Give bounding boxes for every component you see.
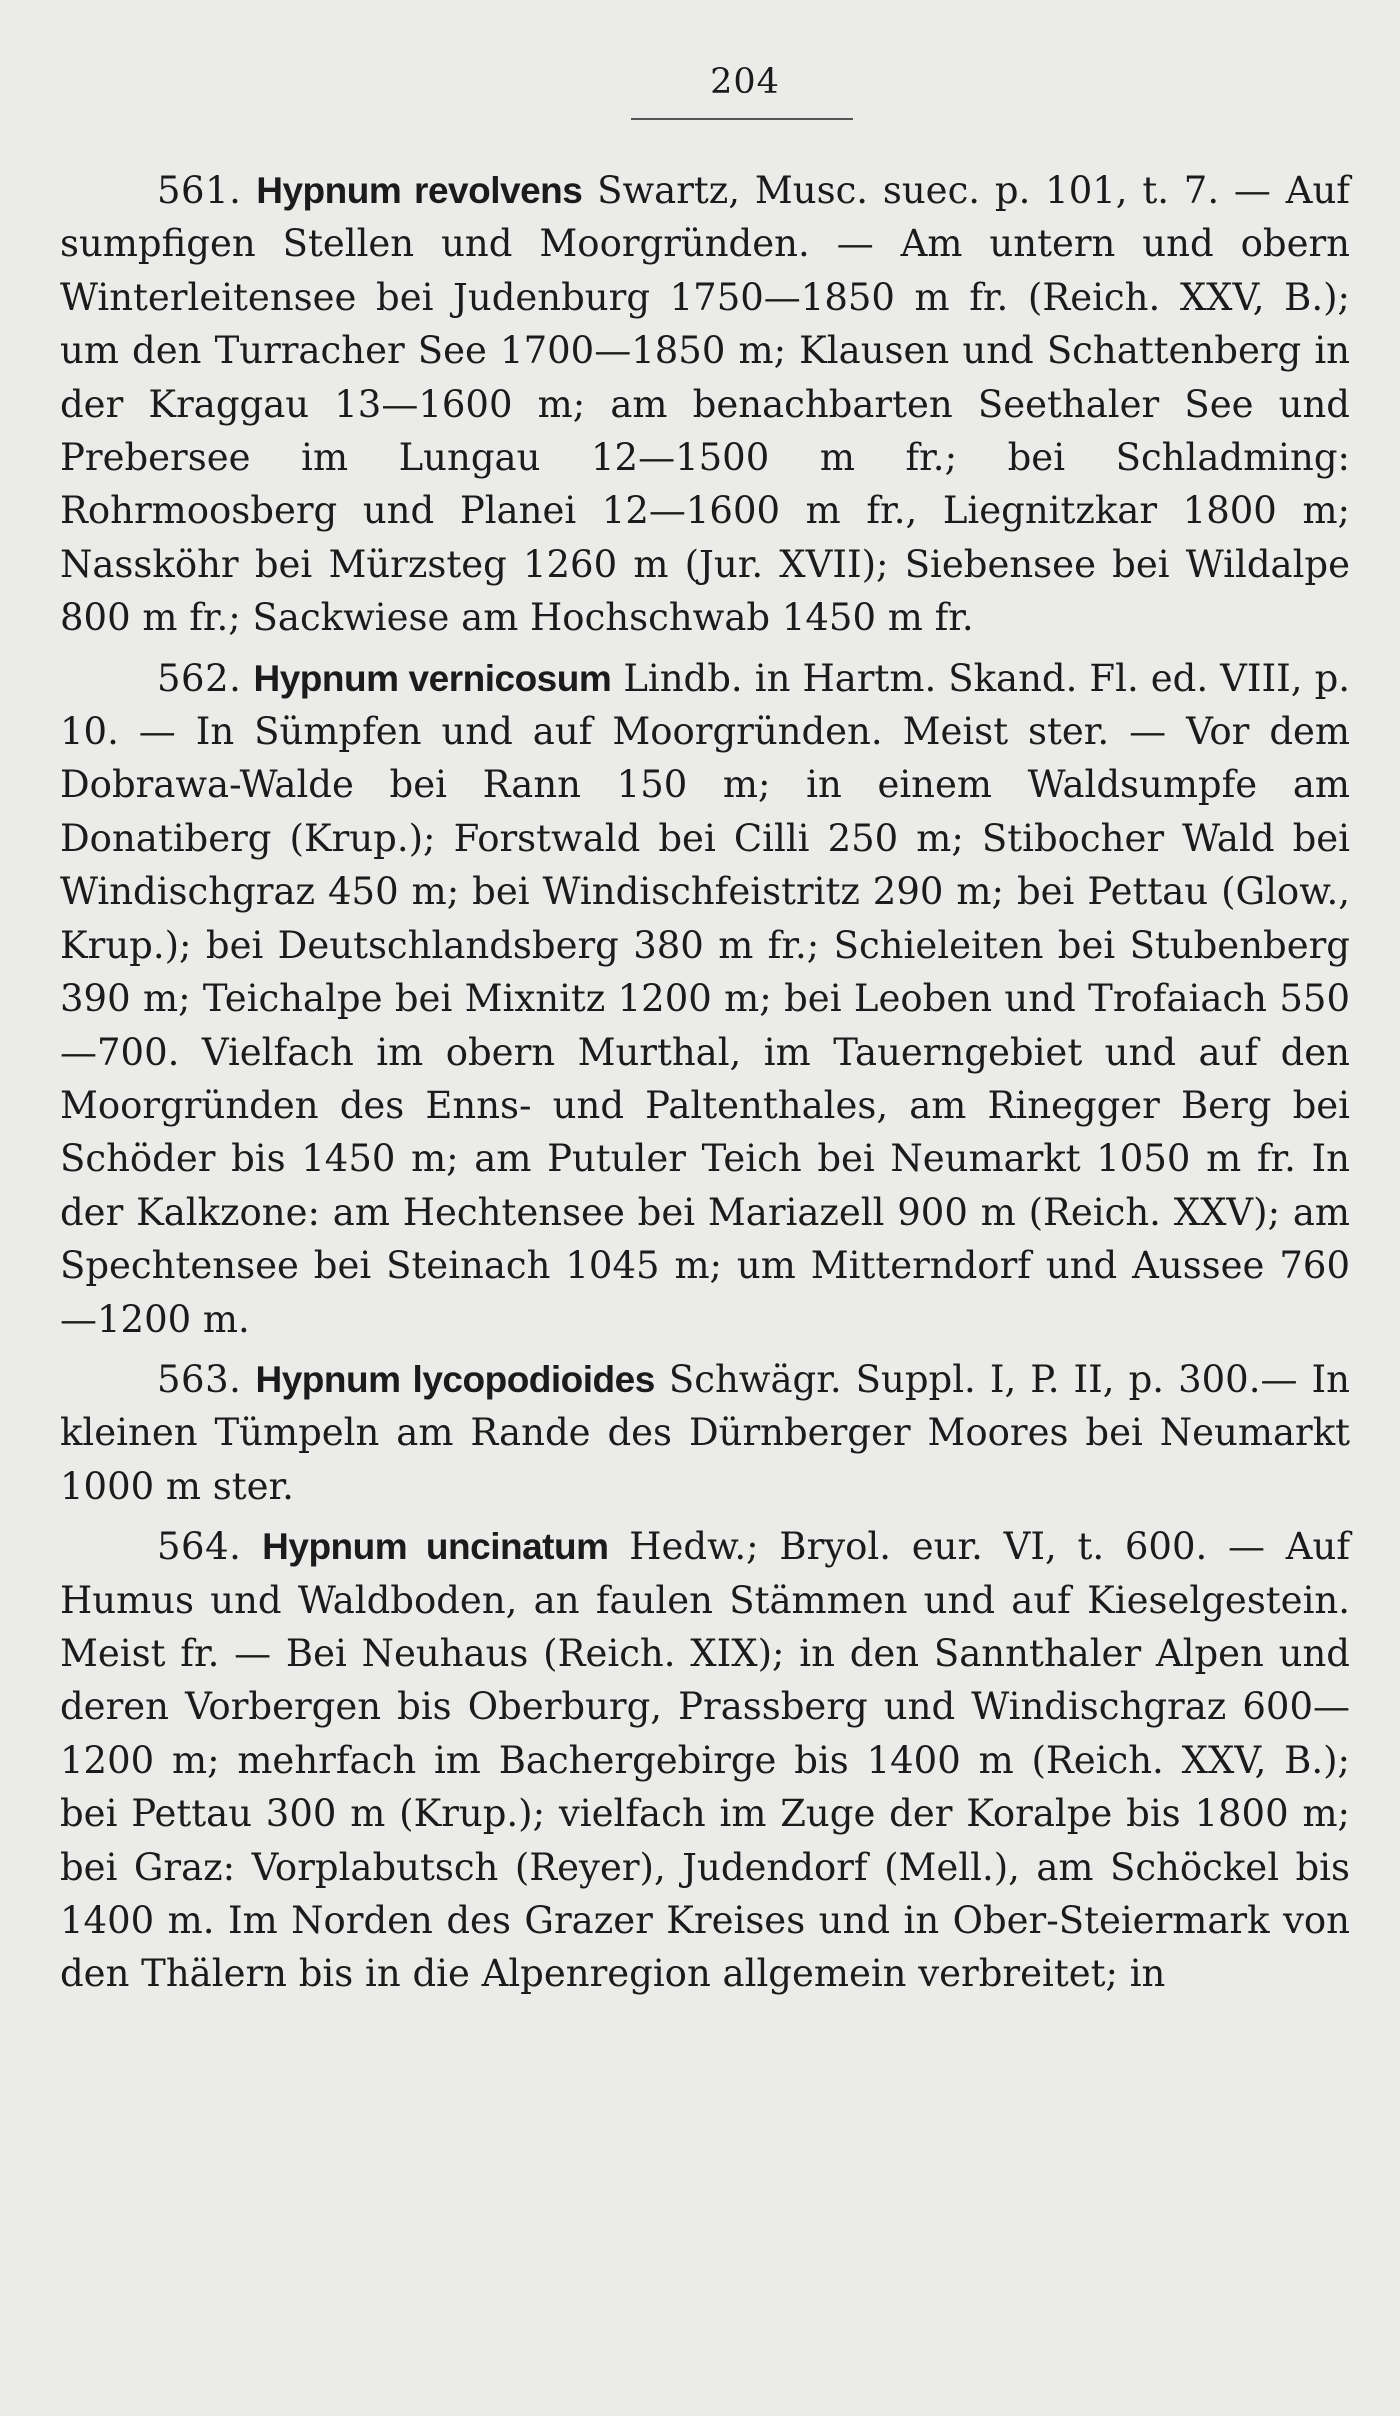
entry-paragraph — [60, 1520, 1350, 2001]
species-entry — [60, 1520, 1350, 2001]
species-name: Hypnum lycopodioides — [255, 1358, 655, 1400]
entry-number: 561. — [157, 169, 242, 212]
entry-text: Lindb. in Hartm. Skand. Fl. ed. VIII, p. 10. — In Sümpfen und auf Moorgründen. Meist ster. — Vor dem Dobrawa-Walde bei Rann 150 m; in einem Waldsumpfe am Donatiberg (Krup.); Forstwald bei Cilli 250 m; Stibocher Wald bei Windischgraz 450 m; bei Windischfeistritz 290 m; bei Pettau (Glow., Krup.); bei Deutschlandsberg 380 m fr.; Schieleiten bei Stubenberg 390 m; Teichalpe bei Mixnitz 1200 m; bei Leoben und Trofaiach 550—700. Vielfach im obern Murthal, im Tauerngebiet und auf den Moorgründen des Enns- und Paltenthales, am Rinegger Berg bei Schöder bis 1450 m; am Putuler Teich bei Neumarkt 1050 m fr. In der Kalkzone: am Hechtensee bei Mariazell 900 m (Reich. XXV); am Spechtensee bei Steinach 1045 m; um Mitterndorf und Aussee 760—1200 m. — [60, 656, 1351, 1341]
entry-paragraph — [60, 652, 1350, 1346]
species-name: Hypnum vernicosum — [253, 657, 612, 699]
species-entry — [60, 652, 1350, 1346]
entry-text: Swartz, Musc. suec. p. 101, t. 7. — Auf sumpfigen Stellen und Moorgründen. — Am untern und obern Winterleitensee bei Judenburg 1750—1850 m fr. (Reich. XXV, B.); um den Turracher See 1700—1850 m; Klausen und Schattenberg in der Kraggau 13—1600 m; am benachbarten Seethaler See und Prebersee im Lungau 12—1500 m fr.; bei Schladming: Rohrmoosberg und Planei 12—1600 m fr., Liegnitzkar 1800 m; Nassköhr bei Mürzsteg 1260 m (Jur. XVII); Siebensee bei Wildalpe 800 m fr.; Sackwiese am Hochschwab 1450 m fr. — [60, 169, 1350, 640]
header-rule — [631, 118, 853, 120]
entry-text: Hedw.; Bryol. eur. VI, t. 600. — Auf Humus und Waldboden, an faulen Stämmen und auf Kieselgestein. Meist fr. — Bei Neuhaus (Reich. XIX); in den Sannthaler Alpen und deren Vorbergen bis Oberburg, Prassberg und Windischgraz 600—1200 m; mehrfach im Bachergebirge bis 1400 m (Reich. XXV, B.); bei Pettau 300 m (Krup.); vielfach im Zuge der Koralpe bis 1800 m; bei Graz: Vorplabutsch (Reyer), Judendorf (Mell.), am Schöckel bis 1400 m. Im Norden des Grazer Kreises und in Ober-Steiermark von den Thälern bis in die Alpenregion allgemein verbreitet; in — [60, 1525, 1351, 1996]
species-name: Hypnum revolvens — [256, 170, 583, 211]
entry-text: Schwägr. Suppl. I, P. II, p. 300.— In kleinen Tümpeln am Rande des Dürnberger Moores bei Neumarkt 1000 m ster. — [60, 1357, 1350, 1508]
species-entries — [60, 164, 1360, 2001]
page-number: 204 — [710, 62, 780, 102]
entry-paragraph — [60, 164, 1350, 645]
species-entry — [60, 1353, 1350, 1513]
species-name: Hypnum uncinatum — [262, 1526, 609, 1568]
entry-paragraph — [60, 1353, 1350, 1513]
species-entry — [60, 164, 1350, 645]
entry-number: 562. — [157, 656, 242, 700]
entry-number: 563. — [157, 1357, 242, 1401]
entry-number: 564. — [157, 1525, 242, 1569]
